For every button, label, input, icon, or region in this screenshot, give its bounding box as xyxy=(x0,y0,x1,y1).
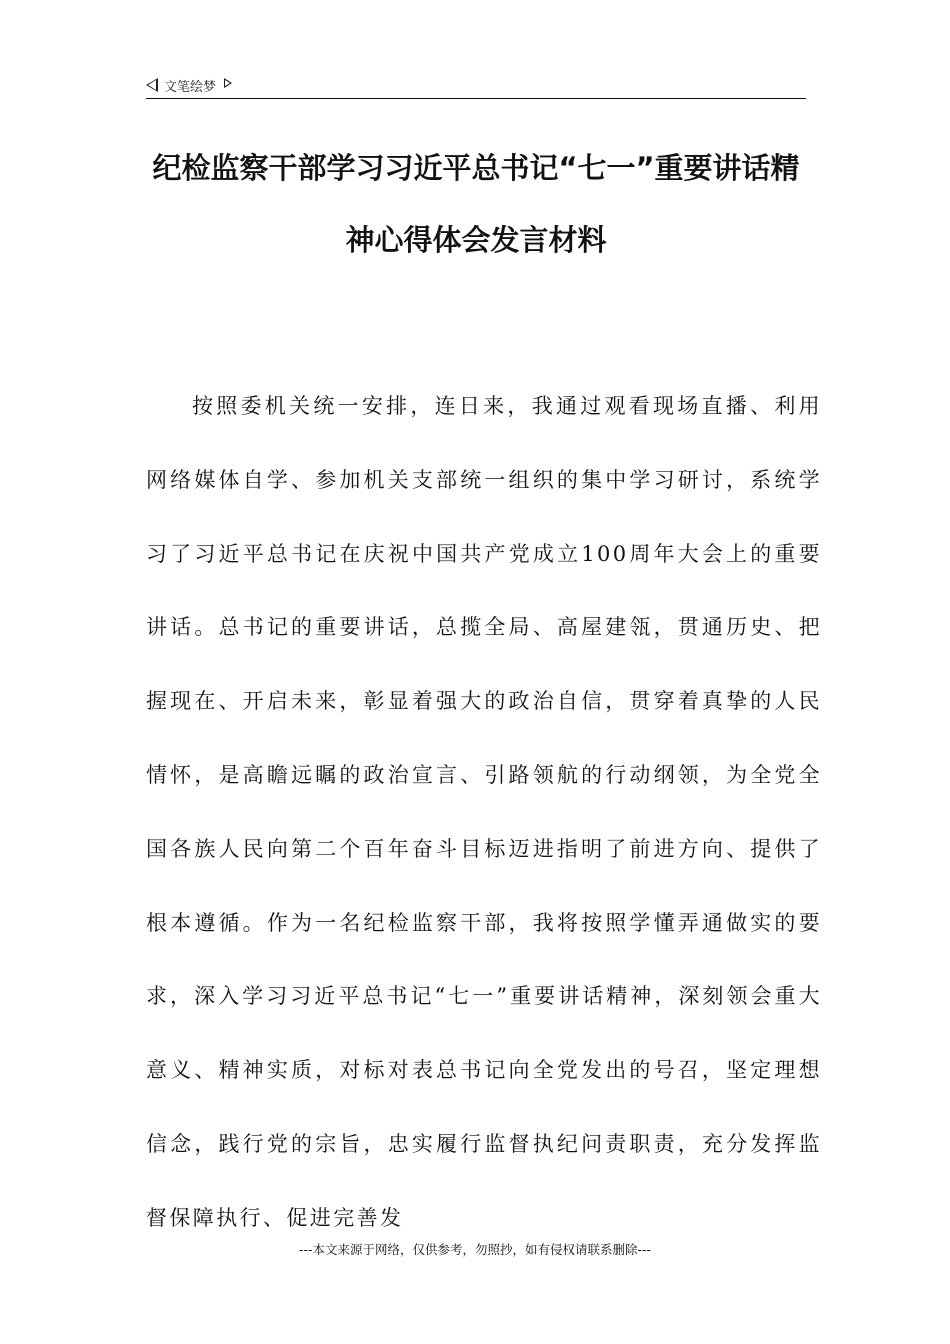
document-title: 纪检监察干部学习习近平总书记“七一”重要讲话精神心得体会发言材料 xyxy=(152,151,800,257)
page-header xyxy=(146,74,232,96)
header-divider xyxy=(146,98,806,99)
header-brand: 文笔绘梦 xyxy=(164,79,217,95)
triangle-right-icon xyxy=(224,78,232,88)
footer-notice: ---本文来源于网络，仅供参考，勿照抄，如有侵权请联系删除--- xyxy=(298,1242,652,1257)
body-paragraph: 按照委机关统一安排，连日来，我通过观看现场直播、利用网络媒体自学、参加机关支部统一组织的集中学习研讨，系统学习了习近平总书记在庆祝中国共产党成立100周年大会上的重要讲话。总书记的重要讲话，总揽全局、高屋建瓴，贯通历史、把握现在、开启未来，彰显着强大的政治自信，贯穿着真挚的人民情怀，是高瞻远瞩的政治宣言、引路领航的行动纲领，为全党全国各族人民向第二个百年奋斗目标迈进指明了前进方向、提供了根本遵循。作为一名纪检监察干部，我将按照学懂弄通做实的要求，深入学习习近平总书记“七一”重要讲话精神，深刻领会重大意义、精神实质，对标对表总书记向全党发出的号召，坚定理想信念，践行党的宗旨，忠实履行监督执纪问责职责，充分发挥监督保障执行、促进完善发 xyxy=(146,394,822,1230)
triangle-left-icon xyxy=(146,78,158,92)
